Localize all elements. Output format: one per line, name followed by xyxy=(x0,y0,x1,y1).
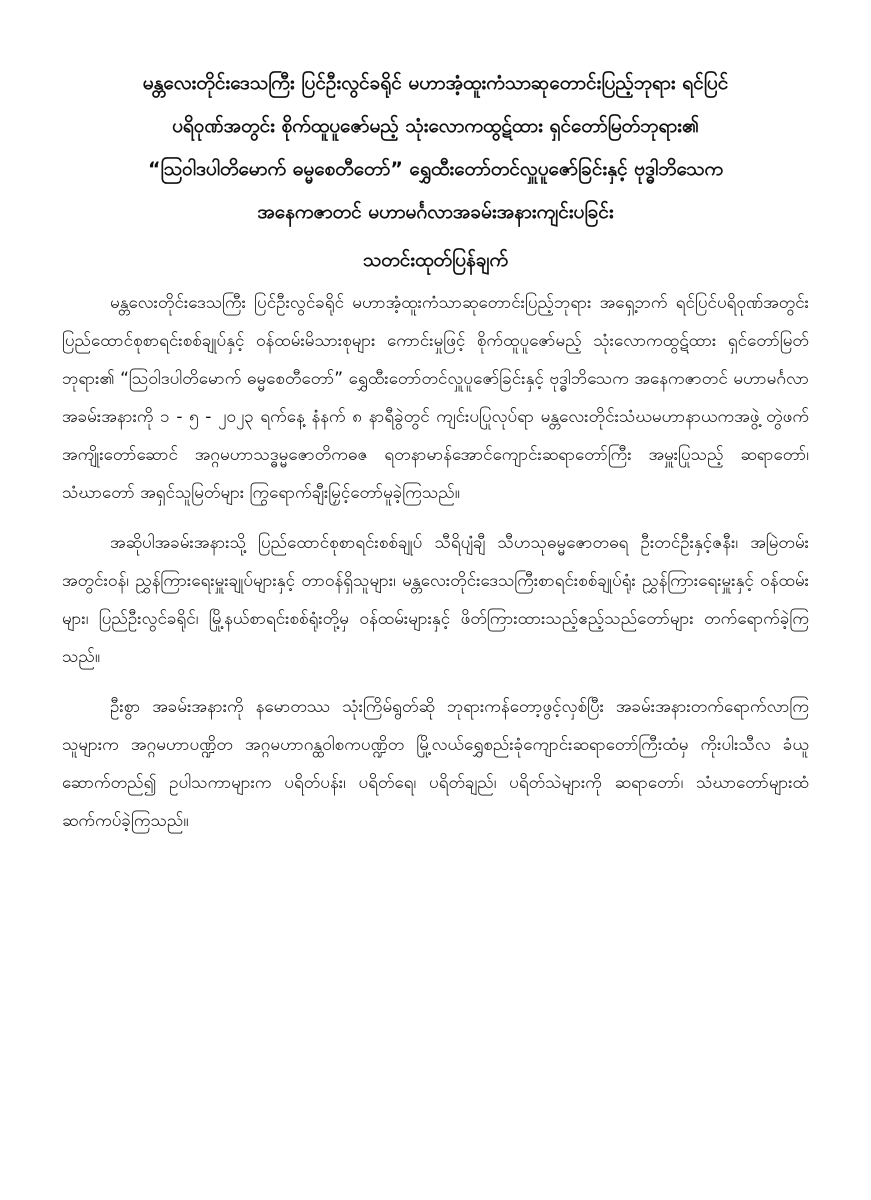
title-line-4: အနေကဇာတင် မဟာမင်္ဂလာအခမ်းအနားကျင်းပခြင်း xyxy=(257,201,614,223)
document-subtitle: သတင်းထုတ်ပြန်ချက် xyxy=(362,249,509,271)
paragraph-3: ဦးစွာ အခမ်းအနားကို နမောတဿ သုံးကြိမ်ရွတ်ဆို ဘုရားကန်တော့ဖွင့်လှစ်ပြီး အခမ်းအနားတက်ရောက်လာကြသူများက အဂ္ဂမဟာပဏ္ဍိတ အဂ္ဂမဟာဂန္ထဝါစကပဏ္ဍိတ မြို့လယ်ရွှေစည်းခုံကျောင်းဆရာတော်ကြီးထံမှ ကိုးပါးသီလ ခံယူဆောက်တည်၍ ဥပါသကာများက ပရိတ်ပန်း၊ ပရိတ်ရေ၊ ပရိတ်ချည်၊ ပရိတ်သဲများကို ဆရာတော်၊ သံဃာတော်များထံ ဆက်ကပ်ခဲ့ကြသည်။ xyxy=(62,697,809,831)
title-line-1: မန္တလေးတိုင်းဒေသကြီး ပြင်ဦးလွင်ခရိုင် မဟာအံ့ထူးကံသာဆုတောင်းပြည့်ဘုရား ရင်ပြင် xyxy=(142,72,729,94)
title-line-2: ပရိဝုဏ်အတွင်း စိုက်ထူပူဇော်မည့် သုံးလောကထွဋ်ထား ရှင်တော်မြတ်ဘုရား၏ xyxy=(172,115,699,137)
paragraph-2: အဆိုပါအခမ်းအနားသို့ ပြည်ထောင်စုစာရင်းစစ်ချုပ် သီရိပျံချီ သီဟသုဓမ္မဇောတဓရ ဦးတင်ဦးနှင့်ဇနီး၊ အမြဲတမ်းအတွင်းဝန်၊ ညွှန်ကြားရေးမှူးချုပ်များနှင့် တာဝန်ရှိသူများ၊ မန္တလေးတိုင်းဒေသကြီးစာရင်းစစ်ချုပ်ရုံး ညွှန်ကြားရေးမှူးနှင့် ဝန်ထမ်းများ၊ ပြည်ဦးလွင်ခရိုင်၊ မြို့နယ်စာရင်းစစ်ရုံးတို့မှ ဝန်ထမ်းများနှင့် ဖိတ်ကြားထားသည့်ဧည့်သည်တော်များ တက်ရောက်ခဲ့ကြသည်။ xyxy=(62,533,809,667)
document-title xyxy=(62,62,809,234)
title-line-3: “ဩဝါဒပါတိမောက် ဓမ္မစေတီတော်” ရွှေထီးတော်တင်လှူပူဇော်ခြင်းနှင့် ဗုဒ္ဓါဘိသေက xyxy=(147,158,724,180)
paragraph-1: မန္တလေးတိုင်းဒေသကြီး ပြင်ဦးလွင်ခရိုင် မဟာအံ့ထူးကံသာဆုတောင်းပြည့်ဘုရား အရှေ့ဘက် ရင်ပြင်ပရိဝုဏ်အတွင်း ပြည်ထောင်စုစာရင်းစစ်ချုပ်နှင့် ဝန်ထမ်းမိသားစုများ ကောင်းမှုဖြင့် စိုက်ထူပူဇော်မည့် သုံးလောကထွဋ်ထား ရှင်တော်မြတ်ဘုရား၏ “ဩဝါဒပါတိမောက် ဓမ္မစေတီတော်” ရွှေထီးတော်တင်လှူပူဇော်ခြင်းနှင့် ဗုဒ္ဓါဘိသေက အနေကဇာတင် မဟာမင်္ဂလာ အခမ်းအနားကို ၁ - ၅ - ၂၀၂၃ ရက်နေ့ နံနက် ၈ နာရီခွဲတွင် ကျင်းပပြုလုပ်ရာ မန္တလေးတိုင်းသံဃမဟာနာယကအဖွဲ့ တွဲဖက်အကျိုးတော်ဆောင် အဂ္ဂမဟာသဒ္ဓမ္မဇောတိကဓဇ ရတနာမာန်အောင်ကျောင်းဆရာတော်ကြီး အမှူးပြုသည့် ဆရာတော်၊ သံဃာတော် အရှင်သူမြတ်များ ကြွရောက်ချီးမြှင့်တော်မူခဲ့ကြသည်။ xyxy=(62,293,809,503)
